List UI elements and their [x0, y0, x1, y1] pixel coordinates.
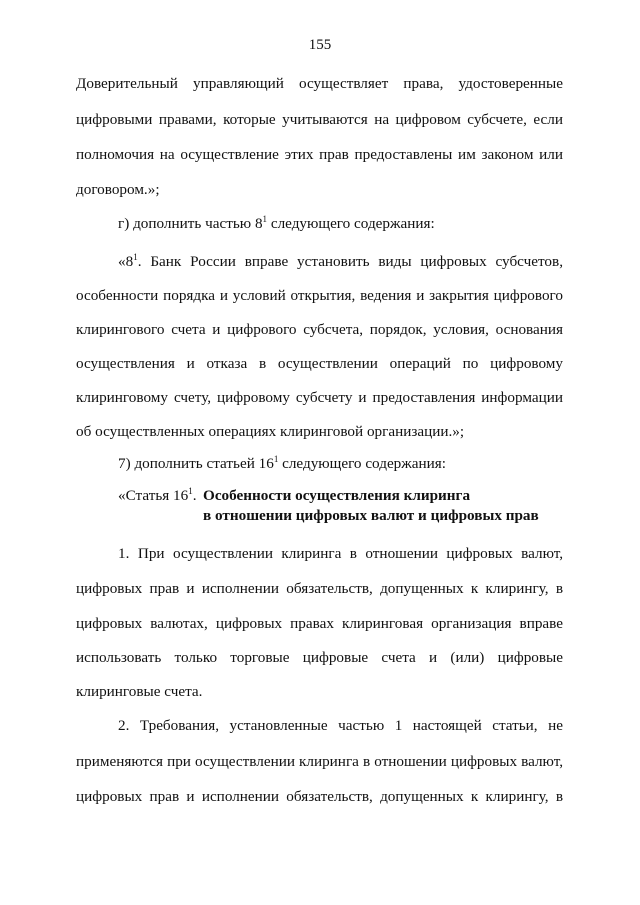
text-line: клирингового счета и цифрового субсчета, порядок, условия, основания [76, 321, 563, 338]
text-line: об осуществленных операциях клиринговой организации.»; [76, 423, 465, 440]
text-line: договором.»; [76, 181, 160, 198]
text-line: клиринговые счета. [76, 683, 203, 700]
text-line: использовать только торговые цифровые счета и (или) цифровые [76, 649, 563, 666]
text-line: цифровыми правами, которые учитываются на цифровом субсчете, если [76, 111, 563, 128]
article-title: Особенности осуществления клиринга [203, 487, 471, 504]
text-line: 1. При осуществлении клиринга в отношении цифровых валют, [118, 545, 563, 562]
article-label: «Статья $16^1$. [118, 486, 197, 504]
text-line: особенности порядка и условий открытия, ведения и закрытия цифрового [76, 287, 563, 304]
text-line: цифровых прав и исполнении обязательств, допущенных к клирингу, в [76, 580, 563, 597]
text-line: применяются при осуществлении клиринга в отношении цифровых валют, [76, 753, 563, 770]
superscript: 1 [262, 214, 268, 224]
article-title: в отношении цифровых валют и цифровых прав [203, 507, 539, 524]
text-line: 2. Требования, установленные частью 1 настоящей статьи, не [118, 717, 563, 734]
superscript: 1 [188, 486, 193, 496]
text-line: г) дополнить частью $8^1$ следующего содержания: [118, 214, 435, 232]
text-line: полномочия на осуществление этих прав предоставлены им законом или [76, 146, 563, 163]
text-line: осуществления и отказа в осуществлении операций по цифровому [76, 355, 563, 372]
text-line: 7) дополнить статьей $16^1$ следующего содержания: [118, 454, 446, 472]
text-line: цифровых валютах, цифровых правах клиринговая организация вправе [76, 615, 563, 632]
text-line: «$8^1$. Банк России вправе установить виды цифровых субсчетов, [118, 252, 563, 270]
text-line: клиринговому счету, цифровому субсчету и предоставления информации [76, 389, 563, 406]
superscript: 1 [133, 252, 138, 262]
superscript: 1 [273, 454, 279, 464]
text-line: Доверительный управляющий осуществляет права, удостоверенные [76, 75, 563, 92]
text-line: цифровых прав и исполнении обязательств, допущенных к клирингу, в [76, 788, 563, 805]
page-number: 155 [308, 37, 332, 53]
